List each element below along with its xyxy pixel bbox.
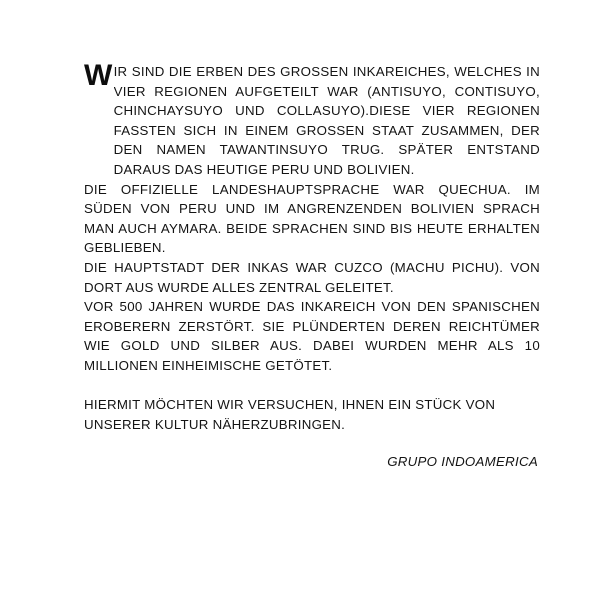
document-text-block: [84, 59, 540, 471]
paragraph-intro: [84, 59, 540, 180]
signature-line: GRUPO INDOAMERICA: [387, 454, 538, 470]
paragraph-conquest: VOR 500 JAHREN WURDE DAS INKAREICH VON DEN SPANISCHEN EROBERERN ZERSTÖRT. SIE PLÜNDERTEN DEREN REICHTÜMER WIE GOLD UND SILBER AUS. DABEI WURDEN MEHR ALS 10 MILLIONEN EINHEIMISCHE GETÖTET.: [84, 299, 540, 373]
paragraph-language: DIE OFFIZIELLE LANDESHAUPTSPRACHE WAR QUECHUA. IM SÜDEN VON PERU UND IM ANGRENZENDEN BOLIVIEN SPRACH MAN AUCH AYMARA. BEIDE SPRACHEN SIND BIS HEUTE ERHALTEN GEBLIEBEN.: [84, 181, 540, 256]
paragraph-intro-text: IR SIND DIE ERBEN DES GROSSEN INKAREICHES, WELCHES IN VIER REGIONEN AUFGETEILT WAR (ANTISUYO, CONTISUYO, CHINCHAYSUYO UND COLLASUYO).DIESE VIER REGIONEN FASSTEN SICH IN EINEM GROSSEN STAAT ZUSAMMEN, DER DEN NAMEN TAWANTINSUYO TRUG. SPÄTER ENTSTAND DARAUS DAS HEUTIGE PERU UND BOLIVIEN.: [113, 64, 540, 177]
paragraph-spacer: [84, 376, 540, 396]
paragraph-capital: DIE HAUPTSTADT DER INKAS WAR CUZCO (MACHU PICHU). VON DORT AUS WURDE ALLES ZENTRAL GELEITET.: [84, 259, 540, 295]
drop-cap-letter: W: [84, 59, 113, 92]
paragraph-closing: HIERMIT MÖCHTEN WIR VERSUCHEN, IHNEN EIN STÜCK VON UNSERER KULTUR NÄHERZUBRINGEN.: [84, 397, 496, 432]
